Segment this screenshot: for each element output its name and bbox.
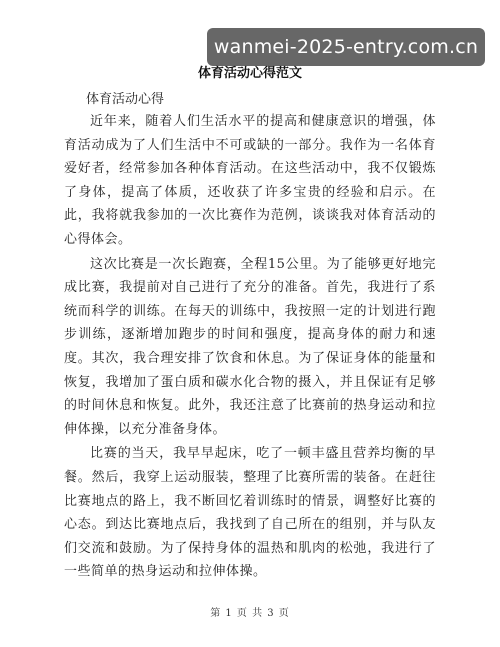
paragraph-intro: 近年来，随着人们生活水平的提高和健康意识的增强，体育活动成为了人们生活中不可或缺的一部分。我作为一名体育爱好者，经常参加各种体育活动。在这些活动中，我不仅锻炼了身体，提高了体质，还收获了许多宝贵的经验和启示。在此，我将就我参加的一次比赛作为范例，谈谈我对体育活动的心得体会。 bbox=[64, 114, 436, 247]
document-subtitle: 体育活动心得 bbox=[86, 92, 165, 107]
paragraph-race-day: 比赛的当天，我早早起床，吃了一顿丰盛且营养均衡的早餐。然后，我穿上运动服装，整理了比赛所需的装备。在赶往比赛地点的路上，我不断回忆着训练时的情景，调整好比赛的心态。到达比赛地点后，我找到了自己所在的组别，并与队友们交流和鼓励。为了保持身体的温热和肌肉的松弛，我进行了一些简单的热身运动和拉伸体操。 bbox=[64, 446, 436, 580]
document-title: 体育活动心得范文 bbox=[197, 66, 302, 81]
page-number-footer: 第 1 页 共 3 页 bbox=[210, 608, 290, 619]
paragraph-preparation: 这次比赛是一次长跑赛，全程15公里。为了能够更好地完成比赛，我提前对自己进行了充分的准备。首先，我进行了系统而科学的训练。在每天的训练中，我按照一定的计划进行跑步训练，逐渐增加跑步的时间和强度，提高身体的耐力和速度。其次，我合理安排了饮食和休息。为了保证身体的能量和恢复，我增加了蛋白质和碳水化合物的摄入，并且保证有足够的时间休息和恢复。此外，我还注意了比赛前的热身运动和拉伸体操，以充分准备身体。 bbox=[64, 256, 436, 437]
watermark-banner: wanmei-2025-entry.com.cn bbox=[207, 28, 485, 66]
document-body bbox=[64, 110, 436, 584]
